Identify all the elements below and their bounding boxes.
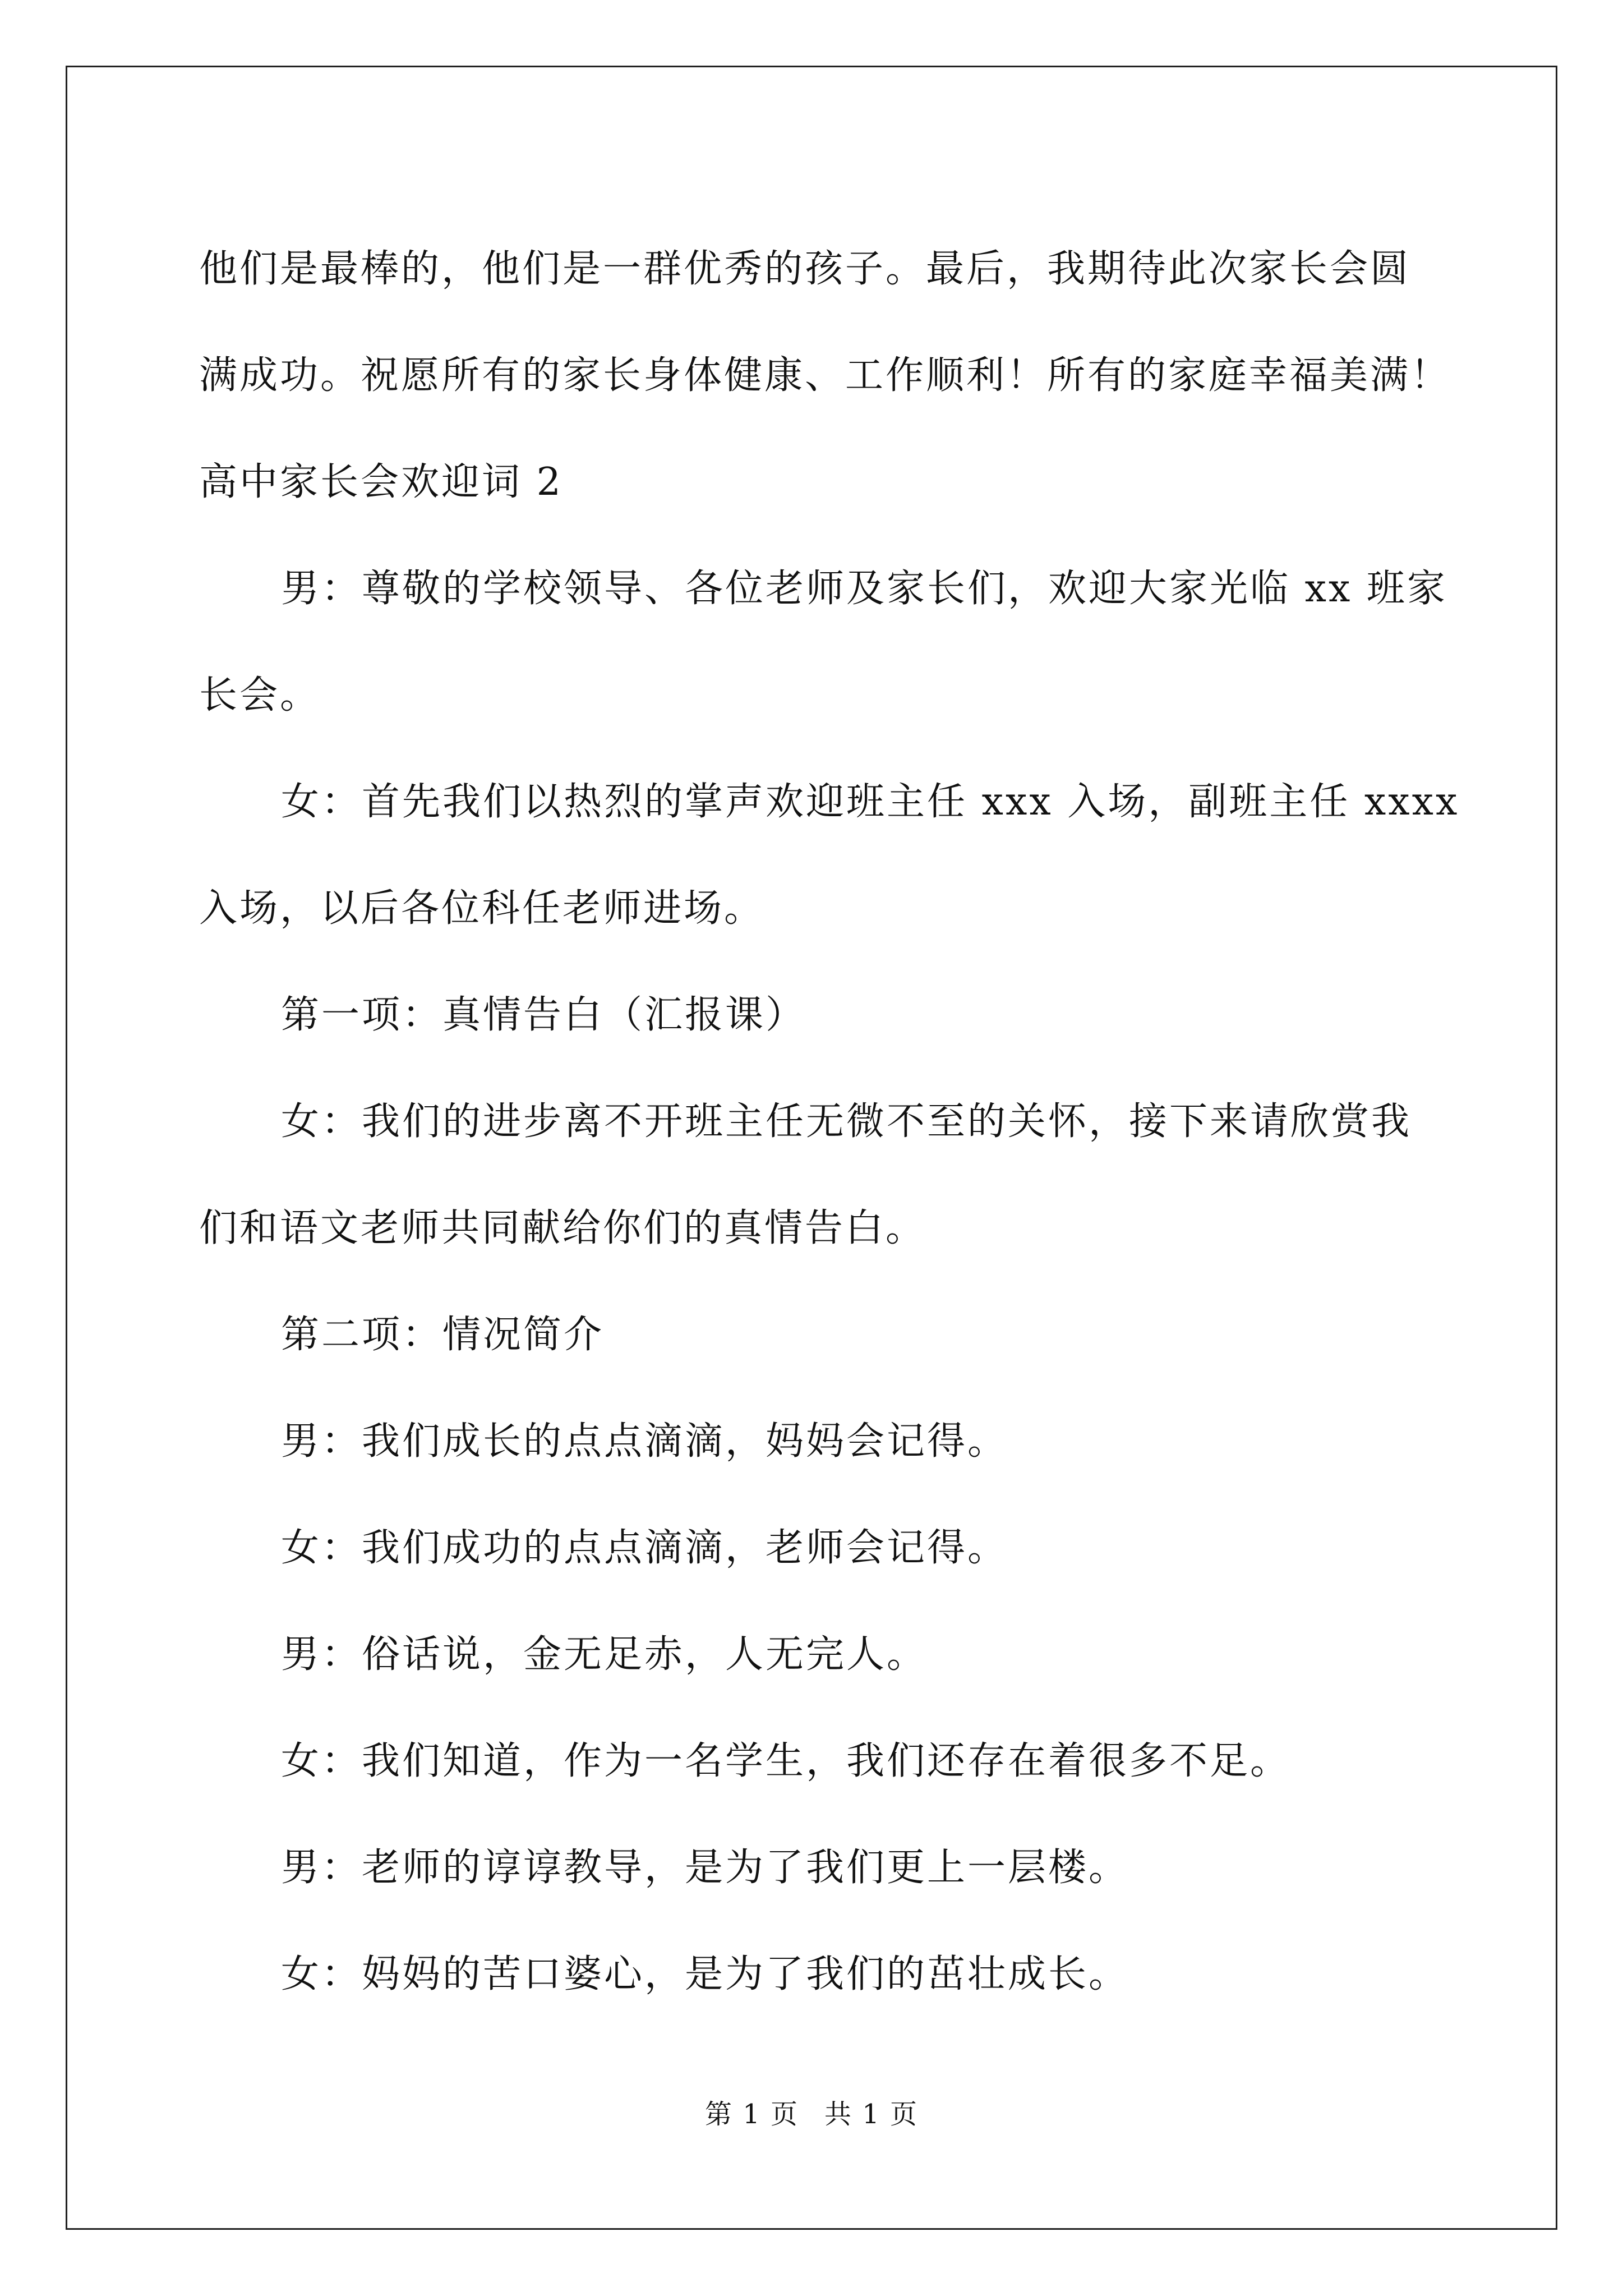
text-line-4: 男：尊敬的学校领导、各位老师及家长们，欢迎大家光临 xx 班家 bbox=[281, 567, 1447, 611]
text-line-13: 女：我们成功的点点滴滴，老师会记得。 bbox=[281, 1526, 1008, 1570]
text-line-12: 男：我们成长的点点滴滴，妈妈会记得。 bbox=[281, 1419, 1008, 1464]
section-heading: 高中家长会欢迎词 2 bbox=[199, 460, 563, 504]
text-line-1: 他们是最棒的，他们是一群优秀的孩子。最后，我期待此次家长会圆 bbox=[199, 247, 1411, 291]
text-line-15: 女：我们知道，作为一名学生，我们还存在着很多不足。 bbox=[281, 1739, 1291, 1783]
text-line-9: 女：我们的进步离不开班主任无微不至的关怀，接下来请欣赏我 bbox=[281, 1099, 1412, 1144]
text-line-10: 们和语文老师共同献给你们的真情告白。 bbox=[199, 1206, 926, 1250]
text-line-14: 男：俗话说，金无足赤，人无完人。 bbox=[281, 1632, 928, 1677]
item-heading-1: 第一项：真情告白（汇报课） bbox=[281, 993, 806, 1037]
page-total: 共 1 页 bbox=[824, 2099, 919, 2130]
page-footer bbox=[0, 2092, 1623, 2131]
text-line-2: 满成功。祝愿所有的家长身体健康、工作顺利！所有的家庭幸福美满！ bbox=[199, 353, 1451, 398]
page-number: 第 1 页 bbox=[704, 2099, 799, 2130]
document-body bbox=[199, 216, 1460, 2028]
item-heading-2: 第二项：情况简介 bbox=[281, 1313, 605, 1357]
text-line-17: 女：妈妈的苦口婆心，是为了我们的茁壮成长。 bbox=[281, 1952, 1129, 1996]
text-line-16: 男：老师的谆谆教导，是为了我们更上一层楼。 bbox=[281, 1846, 1129, 1890]
text-line-5: 长会。 bbox=[199, 673, 321, 717]
text-line-7: 入场，以后各位科任老师进场。 bbox=[199, 886, 765, 931]
text-line-6: 女：首先我们以热烈的掌声欢迎班主任 xxx 入场，副班主任 xxxx bbox=[281, 780, 1460, 824]
